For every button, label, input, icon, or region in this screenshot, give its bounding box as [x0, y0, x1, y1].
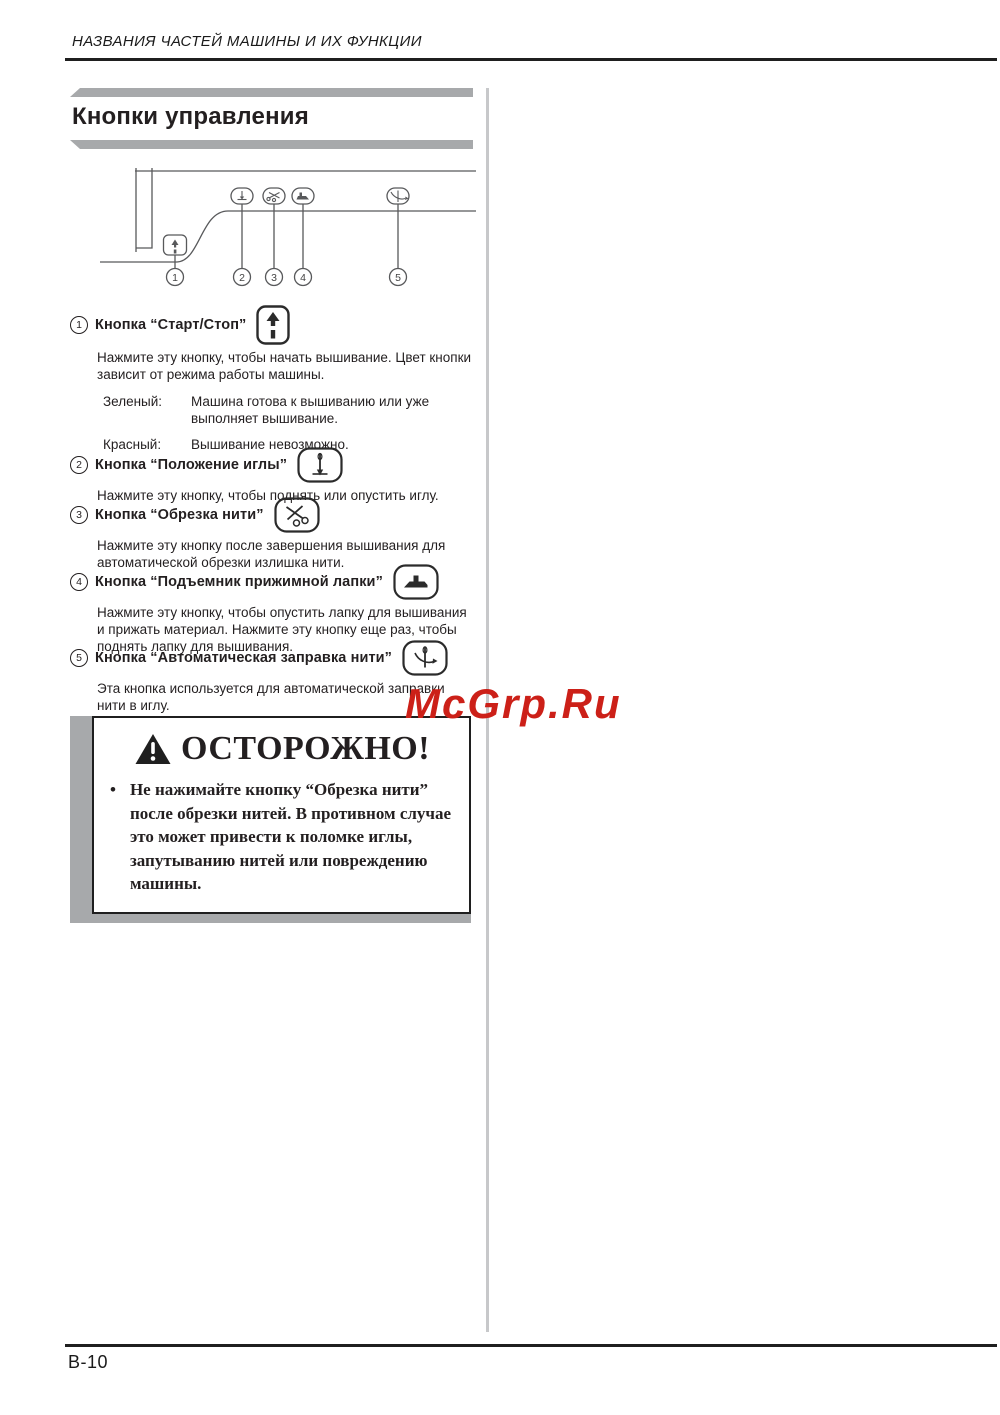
- callout-number-1: 1: [172, 271, 178, 284]
- control-buttons-diagram: [100, 155, 476, 295]
- machine-left-edge-inner: [136, 168, 152, 248]
- item-number-badge: 3: [70, 506, 88, 524]
- button-title: Кнопка “Обрезка нити”: [95, 507, 264, 523]
- state-label: Зеленый:: [103, 394, 163, 409]
- warning-list: [110, 778, 455, 896]
- section-thread-cutting: [70, 497, 474, 571]
- callout-number-3: 3: [271, 271, 277, 284]
- button-description: Эта кнопка используется для автоматической заправки нити в иглу.: [97, 681, 445, 713]
- callout-number-5: 5: [395, 271, 401, 284]
- section-title-block: [70, 88, 473, 149]
- page-number: B-10: [68, 1352, 109, 1372]
- button-title: Кнопка “Автоматическая заправка нити”: [95, 650, 393, 666]
- section-start-stop: [70, 305, 474, 453]
- callout-number-2: 2: [239, 271, 245, 284]
- title-bar-bottom: [70, 140, 473, 149]
- start-stop-button-icon: [256, 305, 290, 345]
- warning-box: [70, 716, 471, 923]
- button-title: Кнопка “Старт/Стоп”: [95, 317, 247, 333]
- state-label: Красный:: [103, 437, 162, 452]
- state-text: Машина готова к вышиванию или уже выполняет вышивание.: [191, 394, 430, 426]
- running-header: НАЗВАНИЯ ЧАСТЕЙ МАШИНЫ И ИХ ФУНКЦИИ: [72, 33, 422, 50]
- button-title: Кнопка “Положение иглы”: [95, 457, 288, 473]
- button-description: Нажмите эту кнопку после завершения вышивания для автоматической обрезки излишка нити.: [97, 538, 446, 570]
- item-number-badge: 2: [70, 456, 88, 474]
- button-description: Нажмите эту кнопку, чтобы опустить лапку для вышивания и прижать материал. Нажмите эту кнопку еще раз, чтобы поднять лапку для вышивания.: [97, 605, 467, 654]
- start-stop-arrow-stem: [174, 244, 176, 248]
- button-title: Кнопка “Подъемник прижимной лапки”: [95, 574, 383, 590]
- state-row-green: [103, 393, 474, 427]
- presser-foot-glyph: [297, 193, 310, 200]
- automatic-needle-threading-button-icon: [402, 640, 448, 676]
- item-number-badge: 5: [70, 649, 88, 667]
- warning-title: ОСТОРОЖНО!: [180, 730, 431, 767]
- machine-panel-curve: [177, 211, 476, 262]
- thread-cutting-button-icon: [274, 497, 320, 533]
- start-stop-bar-glyph: [174, 250, 177, 254]
- warning-item: [110, 778, 455, 896]
- state-text: Вышивание невозможно.: [191, 437, 349, 452]
- item-number-badge: 1: [70, 316, 88, 334]
- scissors-ring-2: [272, 198, 275, 201]
- section-needle-position: [70, 447, 474, 504]
- footer-rule: [65, 1344, 997, 1347]
- section-title: Кнопки управления: [72, 103, 309, 130]
- warning-text: Не нажимайте кнопку “Обрезка нити” после обрезки нитей. В противном случае это может привести к поломке иглы, запутыванию нитей или повреждению машины.: [129, 780, 452, 893]
- scissors-ring-1: [267, 197, 270, 200]
- warning-triangle-icon: [135, 733, 171, 765]
- button-color-states: [103, 393, 474, 453]
- bullet: •: [110, 780, 116, 799]
- needle-position-button-icon: [297, 447, 343, 483]
- item-number-badge: 4: [70, 573, 88, 591]
- title-bar-top: [70, 88, 473, 97]
- callout-number-4: 4: [300, 271, 306, 284]
- header-rule: [65, 58, 997, 61]
- presser-foot-lifter-button-icon: [393, 564, 439, 600]
- button-description: Нажмите эту кнопку, чтобы начать вышивание. Цвет кнопки зависит от режима работы машины.: [97, 350, 472, 382]
- button-description: Нажмите эту кнопку, чтобы поднять или опустить иглу.: [97, 488, 439, 503]
- watermark: McGrp.Ru: [405, 680, 622, 727]
